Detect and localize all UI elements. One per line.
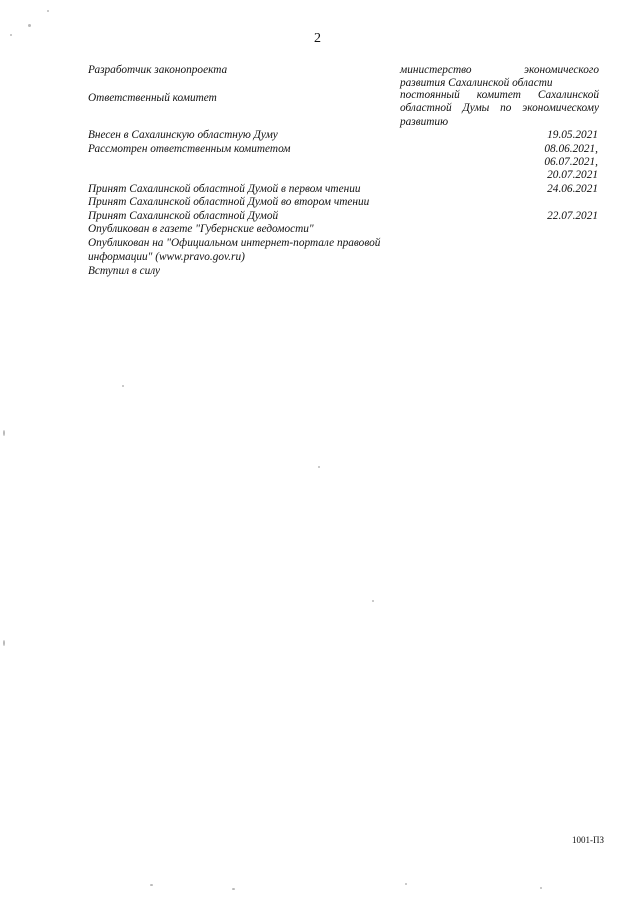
reviewed-date-1: 08.06.2021, (544, 143, 598, 155)
committee-value: постоянный комитет Сахалинской областной Думы по экономическому развитию (400, 89, 599, 128)
portal-label-line-2: информации" (www.pravo.gov.ru) (88, 251, 245, 263)
adopted-date: 22.07.2021 (547, 210, 598, 222)
scan-speck (28, 24, 31, 27)
submitted-label: Внесен в Сахалинскую областную Думу (88, 129, 278, 141)
developer-label: Разработчик законопроекта (88, 64, 228, 76)
scan-speck (372, 600, 374, 602)
page-number: 2 (314, 31, 321, 46)
reviewed-label: Рассмотрен ответственным комитетом (88, 143, 291, 155)
adopted-label: Принят Сахалинской областной Думой (88, 210, 279, 222)
document-code: 1001-ПЗ (572, 835, 605, 845)
first-reading-label: Принят Сахалинской областной Думой в первом чтении (88, 183, 361, 195)
scan-speck (150, 884, 153, 886)
scan-speck (3, 640, 5, 646)
scan-speck (10, 34, 12, 36)
second-reading-label: Принят Сахалинской областной Думой во втором чтении (88, 196, 370, 208)
scan-speck (318, 466, 320, 468)
scan-speck (3, 430, 5, 436)
scan-speck (540, 887, 542, 889)
developer-value (400, 64, 599, 91)
submitted-date: 19.05.2021 (547, 129, 598, 141)
scan-speck (47, 10, 49, 12)
developer-value-word-1: министерство (400, 64, 472, 76)
developer-value-word-2: экономического (524, 64, 599, 76)
committee-label: Ответственный комитет (88, 92, 217, 104)
first-reading-date: 24.06.2021 (547, 183, 598, 195)
newspaper-label: Опубликован в газете "Губернские ведомости" (88, 223, 314, 235)
reviewed-date-2: 06.07.2021, (544, 156, 598, 168)
scan-speck (405, 883, 407, 885)
reviewed-date-3: 20.07.2021 (547, 169, 598, 181)
developer-value-line-2: развития Сахалинской области (400, 77, 553, 90)
in-force-label: Вступил в силу (88, 265, 161, 277)
scan-speck (122, 385, 124, 387)
scan-speck (232, 888, 235, 890)
portal-label-line-1: Опубликован на "Официальном интернет-портале правовой (88, 237, 381, 249)
